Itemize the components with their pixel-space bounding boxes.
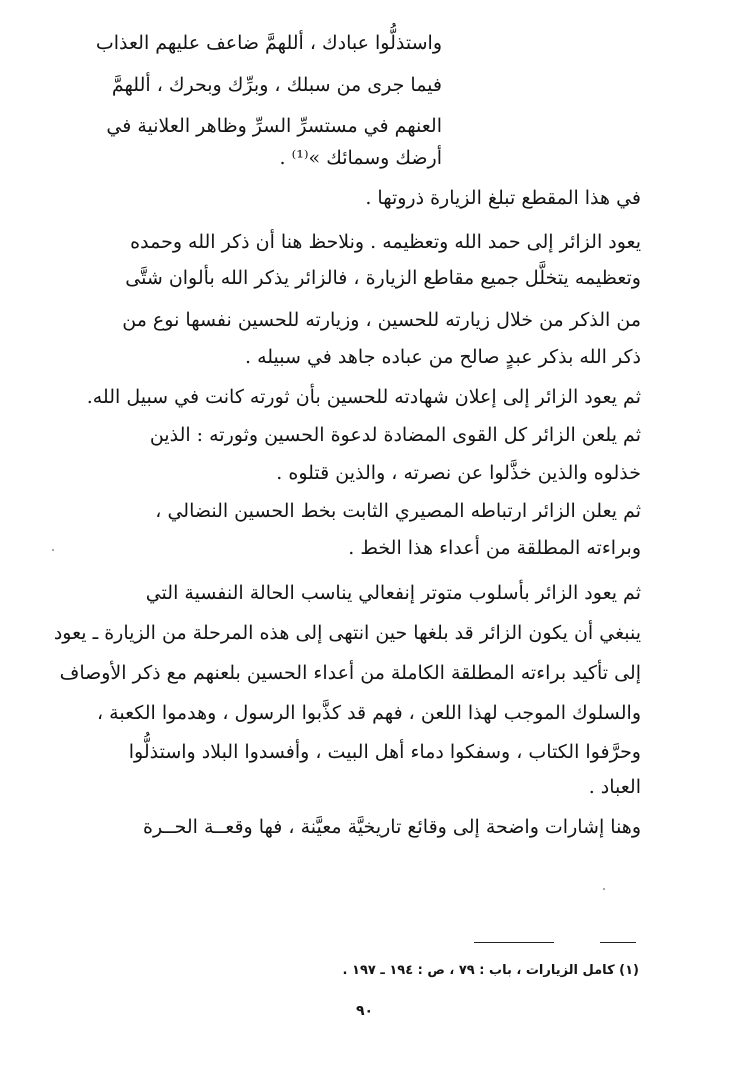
body-line: وحرَّفوا الكتاب ، وسفكوا دماء أهل البيت ، وأفسدوا البلاد واستذلُّوا bbox=[128, 741, 641, 763]
body-line: يعود الزائر إلى حمد الله وتعظيمه . ونلاحظ هنا أن ذكر الله وحمده bbox=[130, 231, 641, 253]
body-line: إلى تأكيد براءته المطلقة الكاملة من أعداء الحسين بلعنهم مع ذكر الأوصاف bbox=[59, 662, 641, 684]
page-number: ٩٠ bbox=[355, 1003, 374, 1019]
body-line: العباد . bbox=[588, 776, 641, 798]
quote-line: واستذلُّوا عبادك ، أللهمَّ ضاعف عليهم العذاب bbox=[95, 32, 442, 54]
body-line: في هذا المقطع تبلغ الزيارة ذروتها . bbox=[365, 187, 641, 209]
body-line: ثم يعود الزائر بأسلوب متوتر إنفعالي يناسب الحالة النفسية التي bbox=[145, 582, 641, 604]
quote-line: أرضك وسمائك »⁽¹⁾ . bbox=[279, 147, 442, 169]
footnote-separator bbox=[474, 942, 554, 943]
quote-line: فيما جرى من سبلك ، وبرِّك وبحرك ، أللهمَّ bbox=[111, 74, 442, 96]
scan-speck bbox=[52, 549, 54, 551]
body-line: وتعظيمه يتخلَّل جميع مقاطع الزيارة ، فالزائر يذكر الله بألوان شتَّى bbox=[125, 267, 641, 289]
body-line: من الذكر من خلال زيارته للحسين ، وزيارته للحسين نفسها نوع من bbox=[122, 309, 641, 331]
body-line: وبراءته المطلقة من أعداء هذا الخط . bbox=[348, 537, 641, 559]
body-line: والسلوك الموجب لهذا اللعن ، فهم قد كذَّبوا الرسول ، وهدموا الكعبة ، bbox=[96, 702, 641, 724]
footnote-separator bbox=[600, 942, 636, 943]
scan-speck bbox=[603, 888, 605, 890]
body-line: خذلوه والذين خذَّلوا عن نصرته ، والذين قتلوه . bbox=[276, 462, 641, 484]
body-line: ثم يلعن الزائر كل القوى المضادة لدعوة الحسين وثورته : الذين bbox=[149, 424, 641, 446]
body-line: ذكر الله بذكر عبدٍ صالح من عباده جاهد في سبيله . bbox=[244, 346, 641, 368]
body-line: ثم يعلن الزائر ارتباطه المصيري الثابت بخط الحسين النضالي ، bbox=[155, 500, 641, 522]
body-line: ثم يعود الزائر إلى إعلان شهادته للحسين بأن ثورته كانت في سبيل الله. bbox=[86, 386, 641, 408]
footnote: (١) كامل الزيارات ، باب : ٧٩ ، ص : ١٩٤ ـ ١٩٧ . bbox=[342, 963, 639, 978]
body-line: وهنا إشارات واضحة إلى وقائع تاريخيَّة معيَّنة ، فها وقعــة الحــرة bbox=[143, 816, 641, 838]
body-line: ينبغي أن يكون الزائر قد بلغها حين انتهى إلى هذه المرحلة من الزيارة ـ يعود bbox=[53, 622, 641, 644]
quote-line: العنهم في مستسرِّ السرِّ وظاهر العلانية في bbox=[106, 115, 442, 137]
